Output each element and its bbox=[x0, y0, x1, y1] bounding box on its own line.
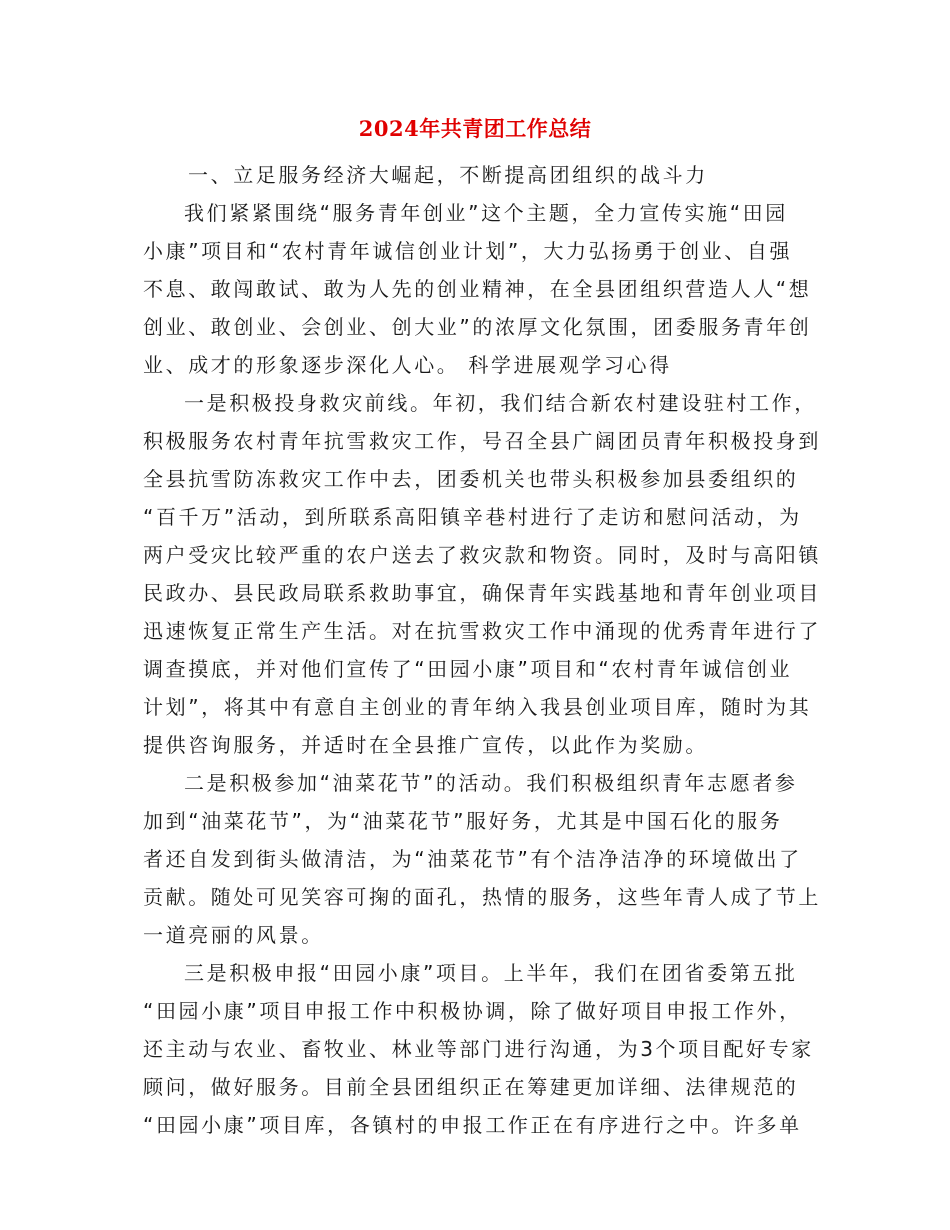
paragraph-line: 二是积极参加“油菜花节”的活动。我们积极组织青年志愿者参 bbox=[184, 771, 798, 795]
paragraph-line: 顾问，做好服务。目前全县团组织正在筹建更加详细、法律规范的 bbox=[143, 1075, 799, 1099]
paragraph-line: 创业、敢创业、会创业、创大业”的浓厚文化氛围，团委服务青年创 bbox=[143, 315, 812, 339]
paragraph-line: 贡献。随处可见笑容可掬的面孔，热情的服务，这些年青人成了节上 bbox=[143, 885, 821, 909]
paragraph-line: 计划”，将其中有意自主创业的青年纳入我县创业项目库，随时为其 bbox=[143, 695, 812, 719]
paragraph-line: “田园小康”项目申报工作中积极协调，除了做好项目申报工作外， bbox=[143, 999, 802, 1023]
paragraph-line: 三是积极申报“田园小康”项目。上半年，我们在团省委第五批 bbox=[184, 961, 798, 985]
paragraph-line: 小康”项目和“农村青年诚信创业计划”，大力弘扬勇于创业、自强 bbox=[143, 239, 793, 263]
paragraph-line: 业、成才的形象逐步深化人心。 科学进展观学习心得 bbox=[143, 353, 672, 377]
document-title: 2024年共青团工作总结 bbox=[358, 116, 592, 141]
paragraph-line: 调查摸底，并对他们宣传了“田园小康”项目和“农村青年诚信创业 bbox=[143, 657, 793, 681]
paragraph-line: 提供咨询服务，并适时在全县推广宣传，以此作为奖励。 bbox=[143, 733, 708, 757]
paragraph-line: 积极服务农村青年抗雪救灾工作，号召全县广阔团员青年积极投身到 bbox=[143, 429, 821, 453]
paragraph-line: “田园小康”项目库，各镇村的申报工作正在有序进行之中。许多单 bbox=[143, 1113, 802, 1137]
paragraph-line: 不息、敢闯敢试、敢为人先的创业精神，在全县团组织营造人人“想 bbox=[143, 277, 812, 301]
paragraph-line: 一道亮丽的风景。 bbox=[143, 923, 324, 947]
paragraph-line: “百千万”活动，到所联系高阳镇辛巷村进行了走访和慰问活动，为 bbox=[143, 505, 802, 529]
paragraph-line: 还主动与农业、畜牧业、林业等部门进行沟通，为3个项目配好专家 bbox=[143, 1037, 814, 1061]
paragraph-line: 全县抗雪防冻救灾工作中去，团委机关也带头积极参加县委组织的 bbox=[143, 467, 799, 491]
paragraph-line: 加到“油菜花节”，为“油菜花节”服好务，尤其是中国石化的服务 bbox=[143, 809, 783, 833]
paragraph-line: 两户受灾比较严重的农户送去了救灾款和物资。同时，及时与高阳镇 bbox=[143, 543, 821, 567]
section-heading: 一、立足服务经济大崛起，不断提高团组织的战斗力 bbox=[188, 163, 708, 187]
paragraph-line: 者还自发到街头做清洁，为“油菜花节”有个洁净洁净的环境做出了 bbox=[143, 847, 802, 871]
paragraph-line: 迅速恢复正常生产生活。对在抗雪救灾工作中涌现的优秀青年进行了 bbox=[143, 619, 821, 643]
paragraph-line: 我们紧紧围绕“服务青年创业”这个主题，全力宣传实施“田园 bbox=[184, 201, 788, 225]
paragraph-line: 民政办、县民政局联系救助事宜，确保青年实践基地和青年创业项目 bbox=[143, 581, 821, 605]
paragraph-line: 一是积极投身救灾前线。年初，我们结合新农村建设驻村工作， bbox=[184, 391, 817, 415]
